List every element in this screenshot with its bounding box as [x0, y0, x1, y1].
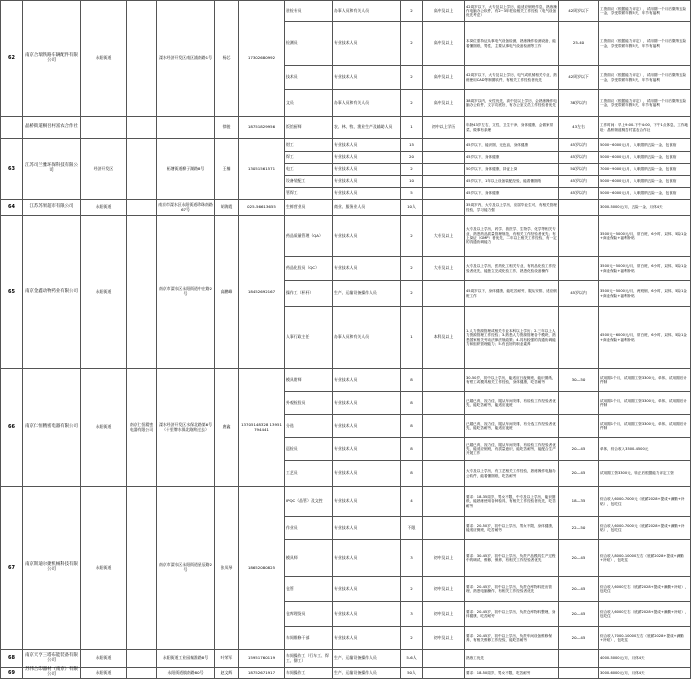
job-requirements: 45岁以下，1年以上设备装配经验，能看懂图纸 — [465, 176, 559, 188]
job-pay-benefits: 综合收入8000-10000左右（底薪2028+提成+满勤+补贴），包吃住 — [599, 540, 691, 577]
job-headcount: 2 — [401, 577, 423, 602]
job-pay-benefits: 综合收入6000-7000元（底薪2028+提成+满勤+补贴），包吃住 — [599, 487, 691, 517]
job-requirements: 38周岁以内，女性优先，高中及以上学历，会熟练操作电脑办公软件，文字功底好，有办公室文员工作经验者优先 — [465, 90, 559, 117]
company-address: 南京市溧水区永阳街道珍珠南路67号 — [157, 200, 215, 216]
company-street — [81, 117, 127, 139]
company-street: 永阳街道 — [81, 1, 127, 117]
job-education: 初中及以上 — [423, 540, 465, 577]
job-age: 20—45 — [559, 540, 599, 577]
job-headcount: 不限 — [401, 517, 423, 540]
job-requirements: 1.人力资源管理或相关专业本科以上学历；2.三年以上人力资源管理工作经验；3.熟悉人力资源管理各个模块，熟悉国家相关劳动法律法规政策；4.具有较强的沟通协调能力和组织管理能力；5.有良好的职业素养 — [465, 307, 559, 369]
company-name: 南京仁恒精密电器有限公司 — [23, 369, 81, 487]
job-category: 专业技术人员 — [333, 627, 401, 650]
company-address: 永阳街道工业园秦淮路8号 — [157, 650, 215, 668]
job-headcount: 20 — [401, 152, 423, 164]
company-street: 永阳街道 — [81, 200, 127, 216]
job-education: 高中及以上 — [423, 22, 465, 66]
job-title: 巡检员 — [285, 438, 333, 461]
job-education — [423, 152, 465, 164]
job-pay-benefits: 3500元~5000元/月，常白班，6小时、双休、5险1金+商业保险+福利补贴 — [599, 216, 691, 257]
job-age: 45岁以内 — [559, 152, 599, 164]
job-pay-benefits: 3000-5000元/月，五险一金，月休4天 — [599, 200, 691, 216]
company-number — [1, 117, 23, 139]
company-street: 永阳街道 — [81, 668, 127, 679]
company-name: 南京天亨三塔布能装备有限公司 — [23, 650, 81, 668]
job-age — [559, 307, 599, 369]
job-pay-benefits: 综合收入6000-7000元（底薪2028+提成+满勤+补贴），包吃住 — [599, 517, 691, 540]
job-title: 外观检验员 — [285, 392, 333, 415]
job-headcount: 8 — [401, 369, 423, 392]
job-category: 专业技术人员 — [333, 487, 401, 517]
company-name: 江苏苏果超市有限公司 — [23, 200, 81, 216]
contact-phone: 13051561571 — [239, 139, 285, 200]
job-pay-benefits: 5000~6000元/月，入职缴纳五险一金，包食宿 — [599, 152, 691, 164]
job-title: 工艺员 — [285, 461, 333, 487]
job-headcount: 2 — [401, 22, 423, 66]
job-headcount: 15 — [401, 139, 423, 152]
job-education — [423, 517, 465, 540]
job-age: 20—45 — [559, 627, 599, 650]
contact-person: 王楠 — [215, 139, 239, 200]
table-row — [1, 139, 691, 152]
contact-phone: 13705148328 13951794441 — [239, 369, 285, 487]
company-address: 溧水经济开发区南区浦南路1号 — [157, 1, 215, 117]
company-number: 64 — [1, 200, 23, 216]
job-requirements: 30-50岁，初中以上学历，能适应日夜倒班，能识图纸，有钳工或模具相关工作经验，身体健康，吃苦耐劳 — [465, 369, 559, 392]
job-category: 专业技术人员 — [333, 461, 401, 487]
job-age — [559, 650, 599, 668]
company-address: 永阳街道镇南路80号 — [157, 668, 215, 679]
table-row — [1, 668, 691, 679]
job-headcount: 3 — [401, 540, 423, 577]
job-education: 高中及以上 — [423, 90, 465, 117]
table-row — [1, 369, 691, 392]
company-number: 69 — [1, 668, 23, 679]
job-requirements: 要求：18-35周岁，男女不限，中专及以上学历，能识图纸，能熟练使用各种检具，有相关工作经验者优先，吃苦耐劳 — [465, 487, 559, 517]
job-title: 饭馆厨师 — [285, 117, 333, 139]
job-education: 初中及以上 — [423, 627, 465, 650]
job-age: 45岁以内 — [559, 188, 599, 200]
job-requirements: 已婚已育，视力佳，服从车间安排，有检验工作经验者优先，能适应倒班，有质量意识，能吃苦耐劳，能配合生产开展工作 — [465, 438, 559, 461]
job-pay-benefits: 7000~9000元/月，入职缴纳五险一金，包食宿 — [599, 164, 691, 176]
job-age: 20—45 — [559, 602, 599, 627]
job-education — [423, 176, 465, 188]
job-title: 电工 — [285, 164, 333, 176]
job-education — [423, 281, 465, 307]
job-age — [559, 216, 599, 257]
job-category: 商业、服务业人员 — [333, 200, 401, 216]
job-education: 高中及以上 — [423, 1, 465, 22]
job-title: 操作工（杯杆） — [285, 281, 333, 307]
company-name: 晶桥街道桐吾村富农合作社 — [23, 117, 81, 139]
contact-person: 叶荣军 — [215, 650, 239, 668]
company-name: 南京金鑫动物药业有限公司 — [23, 216, 81, 369]
job-headcount: 2 — [401, 164, 423, 176]
company-street: 永阳街道 — [81, 369, 127, 487]
contact-person: 唐鑫 — [215, 369, 239, 487]
job-requirements: 要求：20-45岁，初中以上学历，负责车间设备维修保养，有相关维修工作经验，能吃苦耐劳 — [465, 627, 559, 650]
job-headcount: 2 — [401, 627, 423, 650]
job-category: 专业技术人员 — [333, 392, 401, 415]
table-body — [1, 1, 691, 679]
job-age — [559, 392, 599, 415]
job-pay-benefits: 4000-5000元/月，月休4天 — [599, 650, 691, 668]
company-park — [127, 139, 157, 200]
job-education — [423, 668, 465, 679]
job-pay-benefits: 4500元~6000元/月，常白班，6小时，双休，5险1金+商业保险+福利补贴 — [599, 307, 691, 369]
job-age — [559, 200, 599, 216]
company-number: 68 — [1, 650, 23, 668]
job-age: 18—35 — [559, 487, 599, 517]
job-age: 22—50 — [559, 517, 599, 540]
job-education — [423, 200, 465, 216]
job-requirements: 42周岁以下，大专及以上学历，能适应倒班作息，熟练操作电脑办公软件，有2~3年驻检相关工作经验（电气设备优先考虑） — [465, 1, 559, 22]
company-number: 65 — [1, 216, 23, 369]
job-requirements: 大专及以上学历，有工艺相关工作经验，熟练操作电脑办公软件，能看懂图纸，吃苦耐劳 — [465, 461, 559, 487]
job-education — [423, 164, 465, 176]
job-title: 分选 — [285, 415, 333, 438]
job-education — [423, 415, 465, 438]
job-category: 专业技术人员 — [333, 139, 401, 152]
job-age: 30—50 — [559, 369, 599, 392]
job-requirements: 已婚已育，视力佳，服从车间安排，有检验工作经验者优先，能吃苦耐劳，能适应夜班 — [465, 392, 559, 415]
table-row — [1, 117, 691, 139]
company-address: 溧水经济开发区水保北路第6号（十里牌水保北路跨过去） — [157, 369, 215, 487]
job-headcount: 4 — [401, 487, 423, 517]
job-category: 专业技术人员 — [333, 188, 401, 200]
job-requirements: 45岁以下，身体健康 — [465, 152, 559, 164]
job-headcount: 10 — [401, 176, 423, 188]
job-requirements: 大专及以上学历，医药化工相关专业，有药品化验工作经验者优先，能独立完成化验工作，熟悉化验设备操作 — [465, 257, 559, 281]
company-park — [127, 668, 157, 679]
job-headcount: 8 — [401, 461, 423, 487]
job-category: 办事人员和有关人员 — [333, 1, 401, 22]
job-category: 专业技术人员 — [333, 22, 401, 66]
company-park: 南京仁恒精密电器有限公司 — [127, 369, 157, 487]
job-title: 驻检专员 — [285, 1, 333, 22]
job-category: 专业技术人员 — [333, 257, 401, 281]
contact-phone: 17302680992 — [239, 1, 285, 117]
job-education — [423, 650, 465, 668]
job-requirements: 已婚已育，视力佳，服从车间安排，有分选工作经验者优先，能吃苦耐劳，能适应夜班 — [465, 415, 559, 438]
job-pay-benefits: 工资面议（根据能力评定），试用期一个月后缴纳五险一金，享受带薪年假5天，年节有福利 — [599, 66, 691, 90]
job-requirements: 45周岁以下，身体健康，能吃苦耐劳，服从安排，适应倒班工作 — [465, 281, 559, 307]
company-name: 苏伟合印器材（南京）有限公司 — [23, 668, 81, 679]
job-category: 专业技术人员 — [333, 216, 401, 257]
company-name: 南京斯迪尔捷机械科技有限公司 — [23, 487, 81, 650]
job-education — [423, 487, 465, 517]
job-category: 专业技术人员 — [333, 152, 401, 164]
job-category: 专业技术人员 — [333, 540, 401, 577]
company-street: 永阳街道 — [81, 650, 127, 668]
job-age: 42周岁以下 — [559, 1, 599, 22]
job-pay-benefits: 综合收入6000左右（底薪2028+提成+满勤+补贴），包吃住 — [599, 602, 691, 627]
job-age: 43左右 — [559, 117, 599, 139]
job-education: 高中及以上 — [423, 66, 465, 90]
job-title: 焊工 — [285, 152, 333, 164]
job-headcount: 2 — [401, 66, 423, 90]
company-park — [127, 216, 157, 369]
job-title: 车间操作工 — [285, 668, 333, 679]
job-headcount: 2 — [401, 1, 423, 22]
company-number: 63 — [1, 139, 23, 200]
job-category: 专业技术人员 — [333, 602, 401, 627]
company-park — [127, 650, 157, 668]
table-row — [1, 200, 691, 216]
company-park — [127, 487, 157, 650]
job-category: 办事人员和有关人员 — [333, 90, 401, 117]
company-address: 柘塘街道柳子湖路8号 — [157, 139, 215, 200]
job-headcount: 2 — [401, 90, 423, 117]
job-title: 人事行政主任 — [285, 307, 333, 369]
table-row — [1, 216, 691, 257]
job-education — [423, 438, 465, 461]
job-requirements: 要求：18-50周岁，男女不限，吃苦耐劳 — [465, 668, 559, 679]
job-headcount: 10人 — [401, 200, 423, 216]
job-category: 专业技术人员 — [333, 517, 401, 540]
job-education — [423, 392, 465, 415]
company-number: 62 — [1, 1, 23, 117]
job-category: 专业技术人员 — [333, 369, 401, 392]
contact-person: 杨芯 — [215, 1, 239, 117]
job-education: 初中及以上 — [423, 602, 465, 627]
contact-person: 胡海霞 — [215, 200, 239, 216]
job-requirements: 45岁以下，能识图，无色盲，身体健康 — [465, 139, 559, 152]
job-age: 42周岁以下 — [559, 66, 599, 90]
job-headcount: 2 — [401, 216, 423, 257]
job-pay-benefits: 试用期1个月，试用期工资3300元，单休，试用期后计件制 — [599, 415, 691, 438]
company-address: 南京市溧水区永阳街道中庄路2号 — [157, 216, 215, 369]
job-age: 20—45 — [559, 577, 599, 602]
job-age — [559, 257, 599, 281]
company-number: 67 — [1, 487, 23, 650]
job-title: 生鲜营业员 — [285, 200, 333, 216]
contact-person: 张凤琴 — [215, 487, 239, 650]
job-pay-benefits: 单休，综合收入3500-4500元 — [599, 438, 691, 461]
contact-person: 赵文辉 — [215, 668, 239, 679]
job-requirements: 要求：20-50岁，初中以上学历，男女不限，身体健康，能适应倒班，吃苦耐劳 — [465, 517, 559, 540]
job-pay-benefits: 3500元~5000元/月，两班倒，6小时，双休，5险1金+商业保险+福利补贴 — [599, 281, 691, 307]
job-title: 检测员 — [285, 22, 333, 66]
job-title: 车间维修干部 — [285, 627, 333, 650]
contact-phone: 18652080825 — [239, 487, 285, 650]
table-row — [1, 487, 691, 517]
job-pay-benefits: 综合收入6000左右（底薪2028+提成+满勤+补贴），包吃住 — [599, 577, 691, 602]
job-education: 初中以上学历 — [423, 117, 465, 139]
job-title: 仓管 — [285, 577, 333, 602]
job-requirements: 35周岁内，大专及以上学历，应届毕业生可，有相关管理经验，学习能力强 — [465, 200, 559, 216]
job-requirements: 45岁以下，身体健康 — [465, 188, 559, 200]
job-category: 专业技术人员 — [333, 66, 401, 90]
job-age — [559, 415, 599, 438]
job-headcount: 50人 — [401, 668, 423, 679]
job-headcount: 2 — [401, 257, 423, 281]
job-category: 生产、运输设备操作人员 — [333, 281, 401, 307]
contact-phone: 18452692167 — [239, 216, 285, 369]
job-category: 专业技术人员 — [333, 164, 401, 176]
job-title: 药品化验员（QC） — [285, 257, 333, 281]
contact-phone: 15951760119 — [239, 650, 285, 668]
company-park — [127, 200, 157, 216]
job-category: 生产、运输设备操作人员 — [333, 650, 401, 668]
job-headcount: 1 — [401, 117, 423, 139]
job-category: 办事人员和有关人员 — [333, 307, 401, 369]
job-category: 生产、运输设备操作人员 — [333, 668, 401, 679]
job-category: 专业技术人员 — [333, 577, 401, 602]
job-requirements: 大专及以上学历，药学、兽医学、生物学、化学等相关专业，熟悉药品质量管理规范，有相关工作经验者优先；有上岗证（GMP）者优先，二年以上相关工作经验，有一定的沟通协调能力 — [465, 216, 559, 257]
company-address — [157, 117, 215, 139]
job-pay-benefits: 5000~6000元/月，入职缴纳五险一金，包食宿 — [599, 188, 691, 200]
job-education — [423, 188, 465, 200]
job-pay-benefits: 试用期工资3300元，转正后根据能力评定工资 — [599, 461, 691, 487]
contact-phone: 18752671917 — [239, 668, 285, 679]
job-pay-benefits: 综合收入7000-10000左右（底薪2028+提成+满勤+补贴），包吃住 — [599, 627, 691, 650]
company-number: 66 — [1, 369, 23, 487]
job-headcount: 1 — [401, 307, 423, 369]
job-age — [559, 668, 599, 679]
job-education — [423, 461, 465, 487]
job-pay-benefits: 工资面议（根据能力评定），试用期一个月后缴纳五险一金，享受带薪年假5天，年节有福利 — [599, 90, 691, 117]
job-education — [423, 369, 465, 392]
job-pay-benefits: 工资面议（根据能力评定），试用期一个月后缴纳五险一金，享受带薪年假5天，年节有福利 — [599, 1, 691, 22]
job-education — [423, 139, 465, 152]
table-row — [1, 1, 691, 22]
job-education: 初中及以上 — [423, 577, 465, 602]
company-name: 江苏司兰雅环保科技有限公司 — [23, 139, 81, 200]
job-title: 设备装配工 — [285, 176, 333, 188]
company-address: 南京市溧水区永阳街道星辰路2号 — [157, 487, 215, 650]
job-age: 45岁以内 — [559, 139, 599, 152]
table-row — [1, 650, 691, 668]
job-pay-benefits: 试用期1个月，试用期工资3300元，单休，试用期后计件制 — [599, 392, 691, 415]
job-requirements: 本岗位需持证从事电气设备检测，熟练操作检测设备，能看懂图纸，男性，主要从事电气设备检测等工作 — [465, 22, 559, 66]
job-title: 模具师 — [285, 540, 333, 577]
job-age: 45岁以内 — [559, 281, 599, 307]
job-title: 仓库理货员 — [285, 602, 333, 627]
job-title: 钳工 — [285, 139, 333, 152]
job-pay-benefits: 工资面议（根据能力评定），试用期一个月后缴纳五险一金，享受带薪年假5天，年节有福利 — [599, 22, 691, 66]
job-pay-benefits: 5000~6000元/月，入职缴纳五险一金，包食宿 — [599, 139, 691, 152]
company-park — [127, 117, 157, 139]
job-title: 技术员 — [285, 66, 333, 90]
job-category: 专业技术人员 — [333, 176, 401, 188]
company-park — [127, 1, 157, 117]
contact-person: 徐骏 — [215, 117, 239, 139]
job-requirements: 要求：20-45岁，初中以上学历，负责仓库物料整理，身体健康，吃苦耐劳 — [465, 602, 559, 627]
job-title: 药品质量管理（QA） — [285, 216, 333, 257]
job-age: 20—45 — [559, 461, 599, 487]
contact-person: 高鹏峰 — [215, 216, 239, 369]
job-requirements: 50岁以下，身体健康，持证上岗 — [465, 164, 559, 176]
job-age: 45岁以内 — [559, 176, 599, 188]
job-headcount: 8 — [401, 392, 423, 415]
job-age: 25-40 — [559, 22, 599, 66]
job-education: 本科及以上 — [423, 307, 465, 369]
contact-phone: 025-56613655 — [239, 200, 285, 216]
job-title: 模具钳师 — [285, 369, 333, 392]
job-requirements: 熟练工优先 — [465, 650, 559, 668]
job-pay-benefits: 5000~6000元/月，入职缴纳五险一金，包食宿 — [599, 176, 691, 188]
job-headcount: 5-6人 — [401, 650, 423, 668]
job-education: 大专及以上 — [423, 257, 465, 281]
job-headcount: 8 — [401, 438, 423, 461]
job-requirements: 42周岁以下，大专及以上学历，电气或机械相关专业，熟练使用CAD等制图软件，有相关工作经验者优先 — [465, 66, 559, 90]
company-street: 永阳街道 — [81, 216, 127, 369]
job-pay-benefits: 3500元~5000元/月，常白班，6小时，双休，5险1金+商业保险+福利补贴 — [599, 257, 691, 281]
job-title: 文员 — [285, 90, 333, 117]
company-name: 南京合瑞铁路车辆配件有限公司 — [23, 1, 81, 117]
job-requirements: 年龄43岁左右，文性，卫生干净，身体健康，会做家常菜，做事有条理 — [465, 117, 559, 139]
job-education: 大专及以上 — [423, 216, 465, 257]
job-title: 作业员 — [285, 517, 333, 540]
job-headcount: 3 — [401, 602, 423, 627]
job-title: 管焊工 — [285, 188, 333, 200]
job-age: 20—45 — [559, 438, 599, 461]
job-headcount: 5 — [401, 188, 423, 200]
job-category: 专业技术人员 — [333, 438, 401, 461]
company-street: 经济开发区 — [81, 139, 127, 200]
job-age: 38岁以内 — [559, 90, 599, 117]
job-requirements: 要求：30-45岁，初中以上学历，负责产品模具生产过程中的调试，维修，保养，有相关工作经验者优先 — [465, 540, 559, 577]
company-street: 永阳街道 — [81, 487, 127, 650]
job-headcount: 2 — [401, 281, 423, 307]
job-pay-benefits: 工作时间：早上9:00-下午4:00，下午1点休息，工作地址：晶桥街道桐吾村富农合作社 — [599, 117, 691, 139]
job-title: IPQC（品管）及文控 — [285, 487, 333, 517]
job-pay-benefits: 3000-6000元/月，月休4天 — [599, 668, 691, 679]
job-category: 农、林、牧、渔业生产及辅助人员 — [333, 117, 401, 139]
contact-phone: 18751829956 — [239, 117, 285, 139]
job-title: 车间操作工（行车工、焊工、铆工） — [285, 650, 333, 668]
job-category: 专业技术人员 — [333, 415, 401, 438]
job-pay-benefits: 试用期1个月，试用期工资3300元，单休，试用期后计件制 — [599, 369, 691, 392]
job-headcount: 8 — [401, 415, 423, 438]
job-requirements: 要求：20-45岁，初中以上学历，负责仓库物料进出管理，熟悉电脑操作，有相关工作经验者优先 — [465, 577, 559, 602]
job-age: 50岁以内 — [559, 164, 599, 176]
